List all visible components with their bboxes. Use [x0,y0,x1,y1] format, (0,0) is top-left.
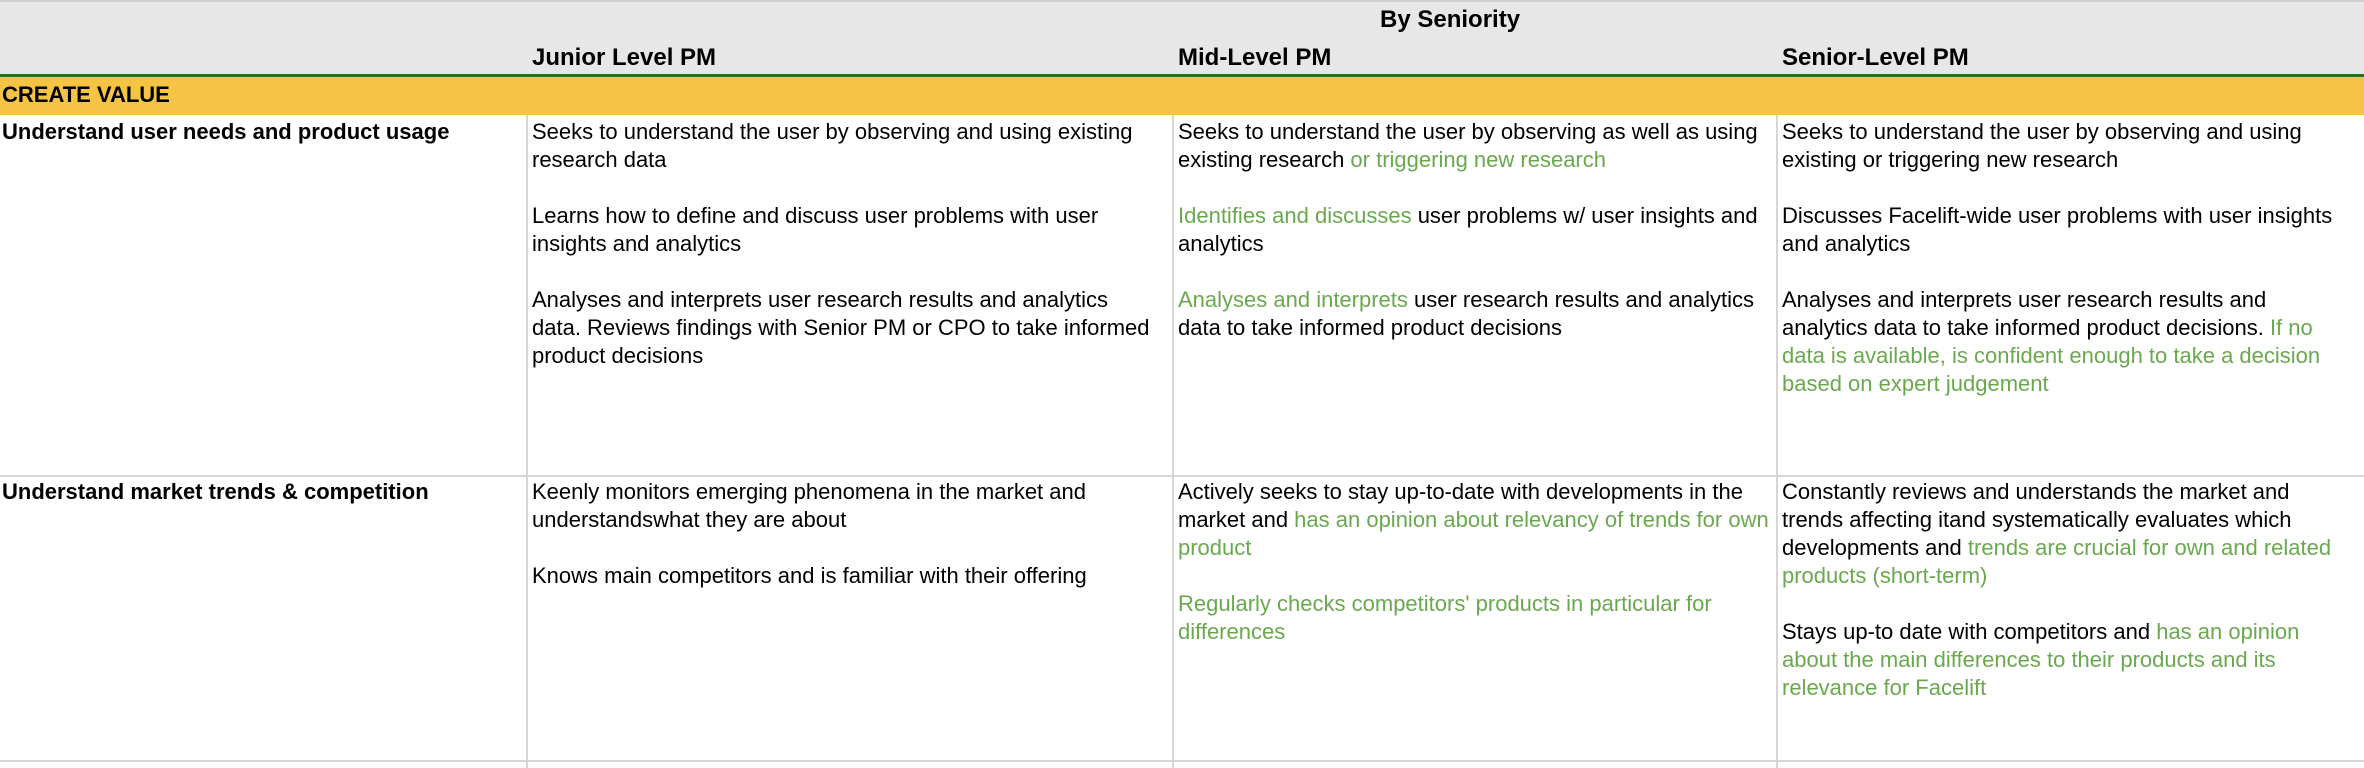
highlighted-text: If no data is available, is confident enough to take a decision based on expert judgement [1782,315,2321,396]
highlighted-text: Regularly checks competitors' products in particular for differences [1178,591,1712,644]
cell-paragraph [1178,286,1772,342]
section-band [0,77,2364,115]
cell-text: Knows main competitors and is familiar with their offering [532,563,1087,588]
cell-text: Learns how to define and discuss user problems with user insights and analytics [532,203,1099,256]
highlighted-text: has an opinion about relevancy of trends for own product [1178,507,1769,560]
column-header-senior[interactable]: Senior-Level PM [1782,44,1969,71]
cell-paragraph [532,562,1154,590]
header-row [0,0,2364,74]
column-header-mid[interactable]: Mid-Level PM [1178,44,1332,71]
cell-mid-user-needs[interactable] [1178,118,1772,342]
cell-text: Seeks to understand the user by observing as well as using existing research [1178,119,1758,172]
cell-paragraph [1178,118,1772,174]
row-label-market-trends[interactable]: Understand market trends & competition [2,479,429,504]
cell-text: Keenly monitors emerging phenomena in the market and understandswhat they are about [532,479,1086,532]
cell-junior-market-trends[interactable] [532,478,1154,590]
cell-text: Analyses and interprets user research results and analytics data to take informed product decisions. [1782,287,2270,340]
cell-text: Seeks to understand the user by observing and using existing research data [532,119,1133,172]
highlighted-text: or triggering new research [1350,147,1606,172]
group-header: By Seniority [1380,6,1521,33]
section-title[interactable]: CREATE VALUE [2,82,170,107]
cell-paragraph [1782,618,2352,702]
column-header-junior[interactable]: Junior Level PM [532,44,717,71]
cell-paragraph [1782,478,2352,590]
cell-paragraph [1782,118,2352,174]
column-divider [526,115,528,768]
cell-text: Constantly reviews and understands the market and trends affecting itand systematically evaluates which developments and [1782,479,2292,560]
cell-text: user research results and analytics data to take informed product decisions [1178,287,1754,340]
cell-text: Actively seeks to stay up-to-date with developments in the market and [1178,479,1743,532]
cell-text: Analyses and interprets user research results and analytics data. Reviews findings with Senior PM or CPO to take informed product decisions [532,287,1150,368]
cell-paragraph [532,286,1154,370]
cell-text: Seeks to understand the user by observing and using existing or triggering new research [1782,119,2302,172]
highlighted-text: Analyses and interprets [1178,287,1408,312]
highlighted-text: trends are crucial for own and related products (short-term) [1782,535,2332,588]
cell-text: Stays up-to date with competitors and [1782,619,2157,644]
cell-senior-user-needs[interactable] [1782,118,2352,398]
cell-text: user problems w/ user insights and analytics [1178,203,1758,256]
highlighted-text: Identifies and discusses [1178,203,1412,228]
cell-paragraph [532,118,1154,174]
column-divider [1776,115,1778,768]
cell-paragraph [1178,590,1772,646]
row-divider [0,760,2364,762]
cell-senior-market-trends[interactable] [1782,478,2352,702]
row-divider [0,475,2364,477]
cell-paragraph [1178,202,1772,258]
row-label-user-needs[interactable]: Understand user needs and product usage [2,119,450,144]
cell-paragraph [532,202,1154,258]
cell-paragraph [1178,478,1772,562]
cell-paragraph [1782,202,2352,258]
cell-mid-market-trends[interactable] [1178,478,1772,646]
cell-paragraph [532,478,1154,534]
highlighted-text: has an opinion about the main differences to their products and its relevance for Facelift [1782,619,2300,700]
cell-paragraph [1782,286,2352,398]
cell-text: Discusses Facelift-wide user problems with user insights and analytics [1782,203,2333,256]
cell-junior-user-needs[interactable] [532,118,1154,370]
column-divider [1172,115,1174,768]
